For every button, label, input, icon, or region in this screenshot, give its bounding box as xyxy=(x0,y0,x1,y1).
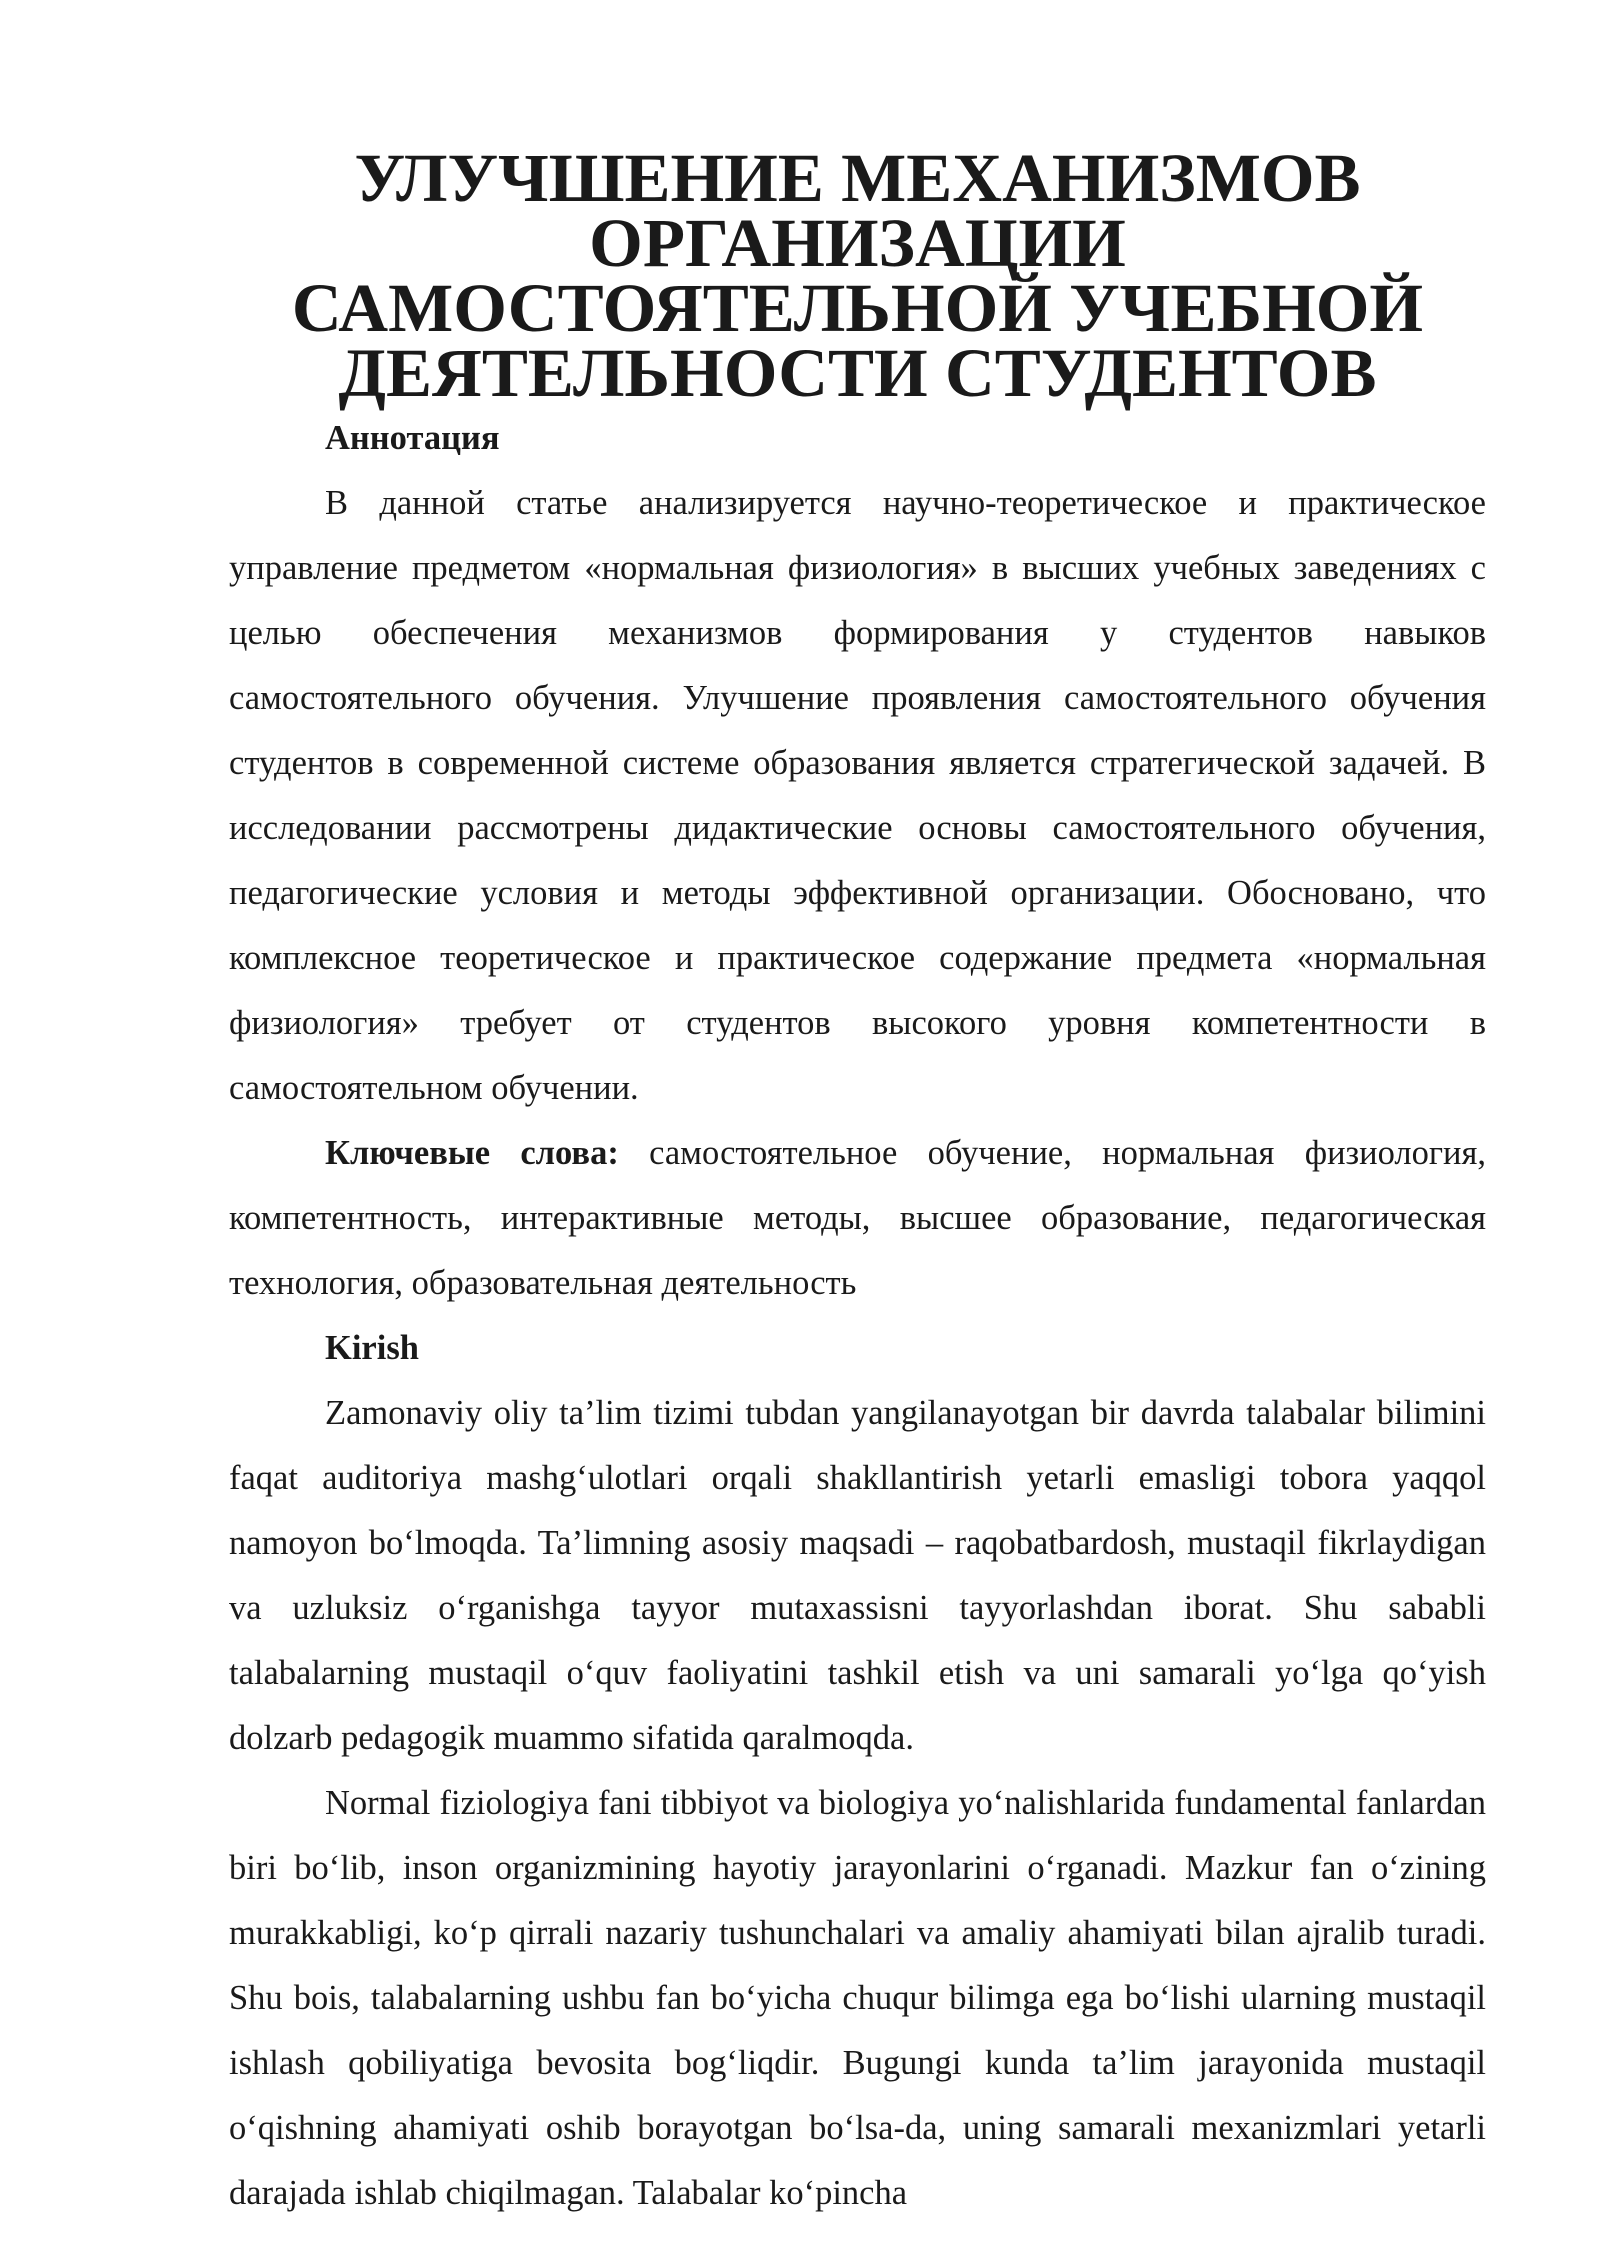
keywords-label: Ключевые слова: xyxy=(325,1134,619,1172)
intro-paragraph-2: Normal fiziologiya fani tibbiyot va biologiya yo‘nalishlarida fundamental fanlardan biri bo‘lib, inson organizmining hayotiy jarayonlarini o‘rganadi. Mazkur fan o‘zining murakkabligi, ko‘p qirrali nazariy tushunchalari va amaliy ahamiyati bilan ajralib turadi. Shu bois, talabalarning ushbu fan bo‘yicha chuqur bilimga ega bo‘lishi ularning mustaqil ishlash qobiliyatiga bevosita bog‘liqdir. Bugungi kunda ta’lim jarayonida mustaqil o‘qishning ahamiyati oshib borayotgan bo‘lsa-da, uning samarali mexanizmlari yetarli darajada ishlab chiqilmagan. Talabalar ko‘pincha xyxy=(229,1784,1486,2212)
abstract-text: В данной статье анализируется научно-теоретическое и практическое управление предметом «нормальная физиология» в высших учебных заведениях с целью обеспечения механизмов формирования у студентов навыков самостоятельного обучения. Улучшение проявления самостоятельного обучения студентов в современной системе образования является стратегической задачей. В исследовании рассмотрены дидактические основы самостоятельного обучения, педагогические условия и методы эффективной организации. Обосновано, что комплексное теоретическое и практическое содержание предмета «нормальная физиология» требует от студентов высокого уровня компетентности в самостоятельном обучении. xyxy=(229,484,1486,1107)
title-line-2: САМОСТОЯТЕЛЬНОЙ УЧЕБНОЙ ДЕЯТЕЛЬНОСТИ СТУДЕНТОВ xyxy=(291,270,1424,411)
intro-paragraph-1: Zamonaviy oliy ta’lim tizimi tubdan yangilanayotgan bir davrda talabalar bilimini faqat auditoriya mashg‘ulotlari orqali shakllantirish yetarli emasligi tobora yaqqol namoyon bo‘lmoqda. Ta’limning asosiy maqsadi – raqobatbardosh, mustaqil fikrlaydigan va uzluksiz o‘rganishga tayyor mutaxassisni tayyorlashdan iborat. Shu sababli talabalarning mustaqil o‘quv faoliyatini tashkil etish va uni samarali yo‘lga qo‘yish dolzarb pedagogik muammo sifatida qaralmoqda. xyxy=(229,1394,1486,1757)
abstract-heading: Аннотация xyxy=(325,419,500,457)
document-page xyxy=(229,140,1486,2226)
intro-heading: Kirish xyxy=(325,1329,419,1367)
keywords-text: самостоятельное обучение, нормальная физиология, компетентность, интерактивные методы, высшее образование, педагогическая технология, образовательная деятельность xyxy=(229,1134,1486,1302)
article-title xyxy=(229,140,1486,411)
title-line-1: УЛУЧШЕНИЕ МЕХАНИЗМОВ ОРГАНИЗАЦИИ xyxy=(354,140,1361,281)
keywords-paragraph xyxy=(229,1121,1486,1316)
